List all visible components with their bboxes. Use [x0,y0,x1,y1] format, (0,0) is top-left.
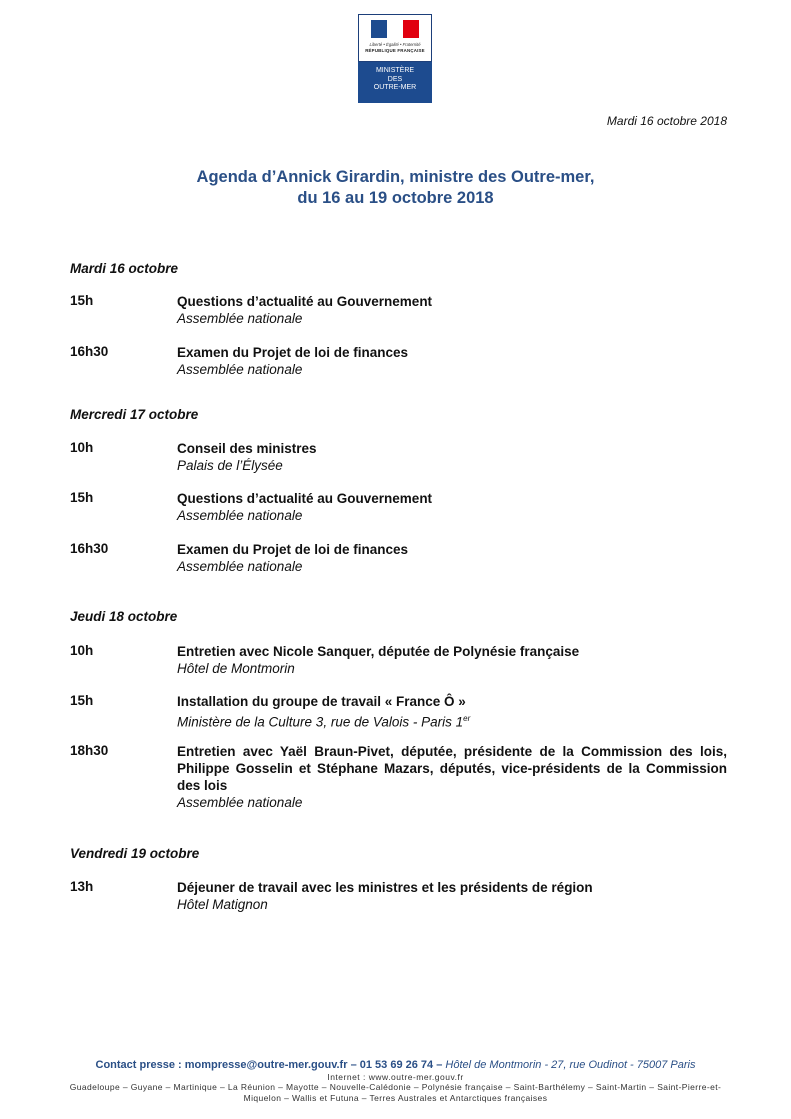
event-location-sup: er [463,714,471,723]
event-location: Assemblée nationale [177,362,303,377]
event-title: Installation du groupe de travail « France Ô » [177,694,466,709]
event-location: Assemblée nationale [177,311,303,326]
event-location: Assemblée nationale [177,795,303,810]
event-location: Hôtel Matignon [177,897,268,912]
event-time: 16h30 [70,541,109,556]
footer-territories: Guadeloupe – Guyane – Martinique – La Réunion – Mayotte – Nouvelle-Calédonie – Polynésie française – Saint-Barthélemy – Saint-Martin – Saint-Pierre-et-Miquelon – Wallis et Futuna – Terres Australes et Antarctiques françaises [69,1082,722,1103]
event-location-text: Ministère de la Culture 3, rue de Valois - Paris 1 [177,714,464,730]
day-heading: Vendredi 19 octobre [70,846,200,861]
event-title: Examen du Projet de loi de finances [177,345,409,360]
event-title: Entretien avec Yaël Braun-Pivet, députée, présidente de la Commission des lois, Philippe Gosselin et Stéphane Mazars, députés, vice-présidents de la Commission des lois [177,744,727,793]
ministry-address: Hôtel de Montmorin - 27, rue Oudinot - 75007 Paris [445,1059,696,1071]
event-time: 15h [70,490,94,505]
marianne-icon [389,19,403,39]
logo-ministry-line3: OUTRE-MER [373,84,417,92]
day-heading: Mardi 16 octobre [70,261,179,276]
title-line-2: du 16 au 19 octobre 2018 [297,189,494,207]
logo-ministry-line2: DES [387,75,403,83]
footer [0,1058,791,1104]
logo-motto: Liberté • Égalité • Fraternité [369,42,421,47]
ministry-logo [358,14,432,101]
event-time: 10h [70,643,94,658]
day-heading: Mercredi 17 octobre [70,407,199,422]
footer-contact: Contact presse : mompresse@outre-mer.gouv.fr – 01 53 69 26 74 – Hôtel de Montmorin - 27, rue Oudinot - 75007 Paris [95,1059,696,1071]
logo-ministry-name [358,62,432,103]
press-contact-email: Contact presse : mompresse@outre-mer.gouv.fr [95,1059,348,1071]
event-location [177,710,727,731]
event-location: Palais de l’Élysée [177,458,283,473]
logo-ministry-line1: MINISTÈRE [375,67,415,74]
event-time: 16h30 [70,344,109,359]
logo-marianne-block [358,14,432,62]
page-title [0,167,791,209]
event-time: 15h [70,693,94,708]
event-title: Questions d’actualité au Gouvernement [177,491,433,506]
event-title: Déjeuner de travail avec les ministres et les présidents de région [177,880,593,895]
event-title: Questions d’actualité au Gouvernement [177,294,433,309]
day-heading: Jeudi 18 octobre [70,609,178,624]
event-time: 13h [70,879,94,894]
logo-republic: RÉPUBLIQUE FRANÇAISE [365,48,425,53]
event-title: Conseil des ministres [177,441,317,456]
event-location: Assemblée nationale [177,508,303,523]
event-title: Examen du Projet de loi de finances [177,542,409,557]
title-line-1: Agenda d’Annick Girardin, ministre des Outre-mer, [196,168,595,186]
event-location: Hôtel de Montmorin [177,661,295,676]
event-location: Assemblée nationale [177,559,303,574]
event-title: Entretien avec Nicole Sanquer, députée de Polynésie française [177,644,580,659]
event-time: 15h [70,293,94,308]
event-time: 10h [70,440,94,455]
footer-internet: Internet : www.outre-mer.gouv.fr [327,1072,464,1082]
press-phone: 01 53 69 26 74 [359,1059,434,1071]
event-time: 18h30 [70,743,109,758]
document-date: Mardi 16 octobre 2018 [606,114,727,128]
